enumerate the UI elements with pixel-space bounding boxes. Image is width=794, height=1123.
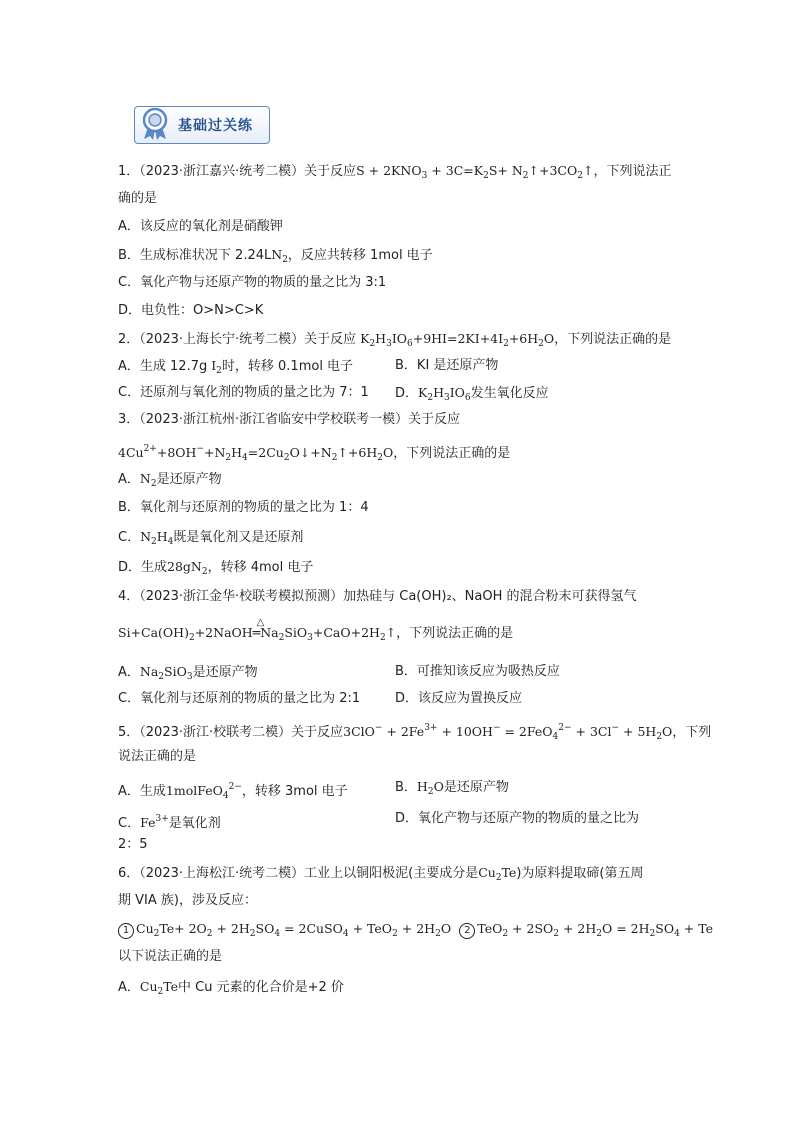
q2-option-d[interactable]: D．$K_2H_3IO_6$发生氧化反应	[395, 385, 549, 403]
q5-option-d-line2: 2：5	[118, 837, 148, 852]
award-ribbon-icon	[140, 107, 170, 141]
q4-option-b[interactable]: B．可推知该反应为吸热反应	[395, 664, 560, 679]
q4-option-c[interactable]: C．氧化剂与还原剂的物质的量之比为 2:1	[118, 691, 361, 706]
q3-stem-equation: $4Cu^{2+}+8OH^-+N_2H_4=2Cu_2O↓+N_2↑+6H_2O$，下列说法正确的是	[118, 444, 511, 463]
q1-option-d[interactable]: D．电负性：O>N>C>K	[118, 303, 264, 318]
section-badge	[128, 100, 274, 150]
q6-stem-line4: 以下说法正确的是	[118, 949, 223, 964]
q5-option-d[interactable]: D．氧化产物与还原产物的物质的量之比为	[395, 811, 640, 826]
q4-stem-equation: $Si+Ca(OH)_2+2NaOH═$ △ $Na_2SiO_3+CaO+2H_2↑$，下列说法正确的是	[118, 617, 514, 643]
q4-option-d[interactable]: D．该反应为置换反应	[395, 691, 523, 706]
q5-option-c[interactable]: C．$Fe^{3+}$是氧化剂	[118, 814, 221, 831]
q4-stem: 4．（2023·浙江金华·校联考模拟预测）加热硅与 Ca(OH)₂、NaOH 的混合粉末可获得氢气	[118, 589, 637, 604]
q2-option-a[interactable]: A．生成 12.7g $I_2$时，转移 0.1mol 电子	[118, 358, 354, 376]
q5-option-b[interactable]: B．$H_2O$是还原产物	[395, 779, 509, 797]
q3-option-d[interactable]: D．生成$28gN_2$，转移 4mol 电子	[118, 559, 314, 577]
q6-reactions: 1 $Cu_2Te+ 2O_2 + 2H_2SO_4$ = 2CuSO$_4$ + $TeO_2 + 2H_2O$ 2 $TeO_2 + 2SO_2 + 2H_2O = 2H_2SO_4 + Te$	[118, 920, 713, 943]
q6-option-a[interactable]: A．$Cu_2Te$中 Cu 元素的化合价是+2 价	[118, 979, 344, 997]
q5-stem-line2: 说法正确的是	[118, 749, 197, 764]
q4-option-a[interactable]: A．$Na_2SiO_3$是还原产物	[118, 664, 258, 682]
q6-stem: 6．（2023·上海松江·统考二模）工业上以铜阳极泥(主要成分是$Cu_2Te$)为原料提取碲(第五周	[118, 865, 644, 883]
q3-option-c[interactable]: C．$N_2H_4$既是氧化剂又是还原剂	[118, 529, 304, 547]
q2-stem: 2．（2023·上海长宁·统考二模）关于反应 $K_2H_3IO_6+9HI=2KI+4I_2+6H_2O$，下列说法正确的是	[118, 331, 672, 349]
q3-option-a[interactable]: A．$N_2$是还原产物	[118, 471, 222, 489]
circled-number-2: 2	[459, 923, 475, 939]
q3-stem: 3．（2023·浙江杭州·浙江省临安中学校联考一模）关于反应	[118, 412, 461, 427]
q1-option-c[interactable]: C．氧化产物与还原产物的物质的量之比为 3:1	[118, 275, 387, 290]
section-title: 基础过关练	[178, 118, 253, 134]
q5-stem: 5．（2023·浙江·校联考二模）关于反应$3ClO^- + 2Fe^{3+} + 10OH^- = 2FeO_4^{2-} + 3Cl^- + 5H_2O$，下列	[118, 723, 712, 742]
q1-stem-line2: 确的是	[118, 191, 158, 206]
q1-option-b[interactable]: B．生成标准状况下 $2.24LN_2$，反应共转移 1mol 电子	[118, 247, 433, 265]
q2-option-c[interactable]: C．还原剂与氧化剂的物质的量之比为 7：1	[118, 385, 369, 400]
q1-option-a[interactable]: A．该反应的氧化剂是硝酸钾	[118, 219, 283, 234]
q6-stem-line2: 期 VIA 族)，涉及反应：	[118, 893, 257, 908]
q5-option-a[interactable]: A．生成1molFeO$_4^{2-}$，转移 3mol 电子	[118, 782, 348, 801]
q2-option-b[interactable]: B．KI 是还原产物	[395, 358, 499, 373]
q3-option-b[interactable]: B．氧化剂与还原剂的物质的量之比为 1：4	[118, 500, 369, 515]
q1-stem: 1．（2023·浙江嘉兴·统考二模）关于反应$S + 2KNO_3 + 3C=K_2S+$ $N_2↑+3CO_2↑$，下列说法正	[118, 163, 672, 181]
circled-number-1: 1	[118, 923, 134, 939]
